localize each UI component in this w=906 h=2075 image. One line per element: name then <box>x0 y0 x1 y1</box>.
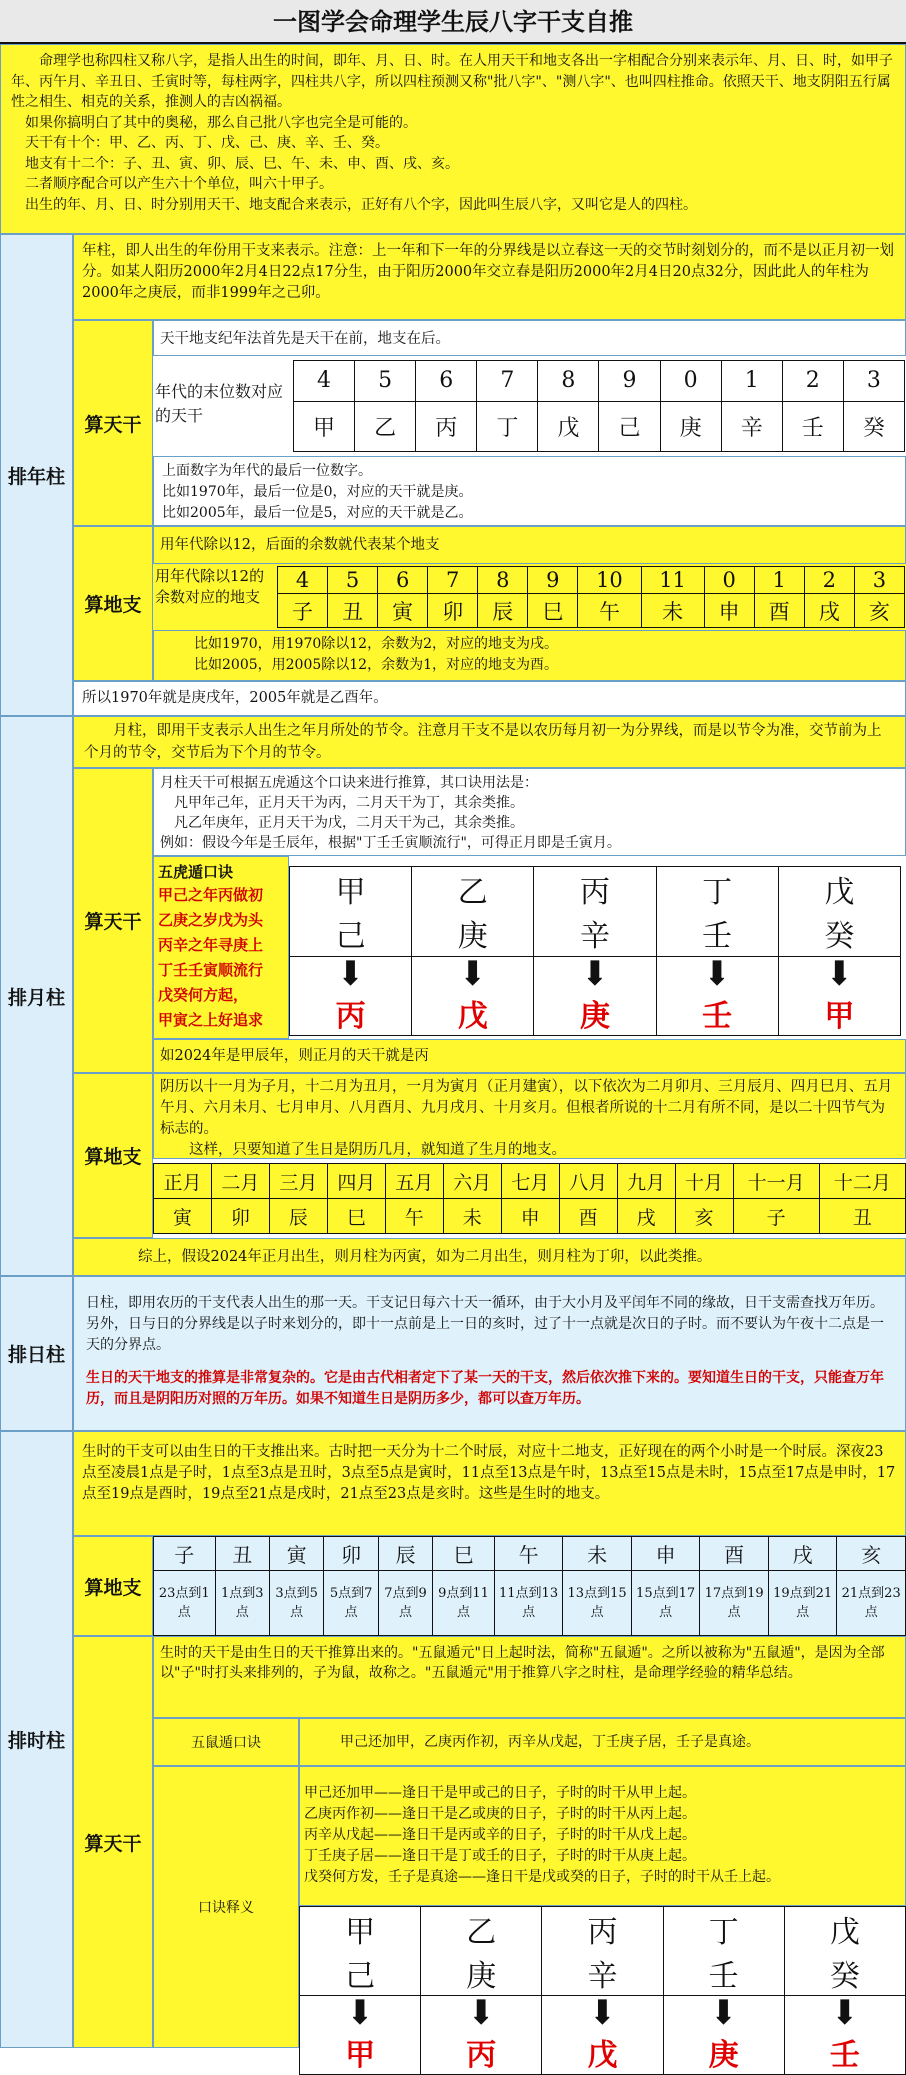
year-tg-digit-cell: 0 <box>660 361 721 402</box>
year-tg-table <box>293 360 905 452</box>
month-dz-text-line: 这样，只要知道了生日是阴历几月，就知道了生月的地支。 <box>160 1142 566 1158</box>
hour-branch-cell: 未 <box>563 1537 632 1571</box>
month-name-row <box>154 1164 906 1199</box>
hour-pillar-label-text: 排时柱 <box>7 1730 65 1752</box>
year-dz-branch-cell: 巳 <box>528 594 578 628</box>
month-tg-text <box>153 768 906 856</box>
hour-time-cell: 13点到15点 <box>563 1571 632 1636</box>
hour-branch-cell: 卯 <box>324 1537 378 1571</box>
month-branch-cell: 卯 <box>211 1199 269 1234</box>
month-tg-label: 算天干 <box>73 768 153 1073</box>
hour-branch-cell: 酉 <box>700 1537 769 1571</box>
month-branch-cell: 申 <box>501 1199 559 1234</box>
year-tg-digit-cell: 3 <box>843 361 904 402</box>
month-poem-line: 丁壬壬寅顺流行 <box>158 961 264 979</box>
month-poem-box <box>153 856 289 1039</box>
hour-shiyi-line: 丙辛从戊起——逢日干是丙或辛的日子，子时的时干从戊上起。 <box>304 1827 696 1843</box>
hour-tg-stem-cell: 丙 <box>542 1907 663 1952</box>
month-branch-cell: 酉 <box>559 1199 617 1234</box>
month-tg-result-cell: 甲 <box>778 991 900 1036</box>
year-tg-after <box>153 456 906 526</box>
year-tg-digit-cell: 9 <box>599 361 660 402</box>
year-tg-digit-cell: 1 <box>721 361 782 402</box>
hour-tg-stem-cell: 己 <box>300 1951 421 1996</box>
year-tg-stem-cell: 戊 <box>538 401 599 451</box>
day-pillar-label-text: 排日柱 <box>7 1344 65 1366</box>
down-arrow-icon: ⬇ <box>290 956 412 991</box>
hour-tg-stem-cell: 戊 <box>784 1907 905 1952</box>
year-dz-branch-row <box>278 594 905 628</box>
hour-tg-stem-cell: 庚 <box>421 1951 542 1996</box>
month-poem-line: 甲寅之上好追求 <box>158 1011 264 1029</box>
intro-paragraph: 如果你搞明白了其中的奥秘，那么自己批八字也完全是可能的。 <box>11 114 417 131</box>
year-pillar-label <box>0 234 73 716</box>
month-tg-stem-cell: 辛 <box>534 911 656 956</box>
month-tg-stem-cell: 丁 <box>656 867 778 912</box>
year-dz-num-cell: 10 <box>578 567 641 594</box>
year-conclusion: 所以1970年就是庚戌年，2005年就是乙酉年。 <box>73 681 906 716</box>
month-name-cell: 十二月 <box>819 1164 905 1199</box>
hour-koujue-label: 五鼠遁口诀 <box>153 1718 299 1766</box>
intro-paragraph: 命理学也称四柱又称八字，是指人出生的时间，即年、月、日、时。在人用天干和地支各出一字相配合分别来表示年、月、日、时，如甲子年、丙午月、辛丑日、壬寅时等，每柱两字，四柱共八字，所以四柱预测又称"批八字"、"测八字"、也叫四柱推命。依照天干、地支阴阳五行属性之相生、相克的关系，推测人的吉凶祸福。 <box>11 53 893 110</box>
hour-shiyi-label: 口诀释义 <box>153 1766 299 2048</box>
hour-time-cell: 9点到11点 <box>433 1571 495 1636</box>
hour-tg-table <box>299 1906 906 2075</box>
down-arrow-icon: ⬇ <box>534 956 656 991</box>
month-tg-text-line: 例如：假设今年是壬辰年，根据"丁壬壬寅顺流行"，可得正月即是壬寅月。 <box>160 835 621 851</box>
hour-time-cell: 1点到3点 <box>215 1571 269 1636</box>
month-tg-stem-cell: 乙 <box>412 867 534 912</box>
month-name-cell: 二月 <box>211 1164 269 1199</box>
intro-paragraph: 二者顺序配合可以产生六十个单位，叫六十甲子。 <box>11 176 333 192</box>
hour-tg-result-cell: 庚 <box>663 2030 784 2075</box>
hour-tg-row2 <box>300 1951 906 1996</box>
year-dz-table-wrap <box>153 564 906 630</box>
month-tg-stem-cell: 甲 <box>290 867 412 912</box>
month-branch-cell: 辰 <box>269 1199 327 1234</box>
month-name-cell: 三月 <box>269 1164 327 1199</box>
month-name-cell: 十月 <box>675 1164 733 1199</box>
year-tg-note: 天干地支纪年法首先是天干在前，地支在后。 <box>153 320 906 356</box>
month-tg-result-cell: 庚 <box>534 991 656 1036</box>
month-tg-stem-cell: 己 <box>290 911 412 956</box>
hour-branch-cell: 巳 <box>433 1537 495 1571</box>
month-name-cell: 七月 <box>501 1164 559 1199</box>
month-tg-stem-cell: 丙 <box>534 867 656 912</box>
year-dz-num-cell: 4 <box>278 567 328 594</box>
year-dz-num-cell: 11 <box>641 567 704 594</box>
year-dz-branch-cell: 申 <box>704 594 754 628</box>
hour-tg-arrow-row <box>300 1996 906 2031</box>
year-tg-stem-cell: 丙 <box>416 401 477 451</box>
month-example: 如2024年是甲辰年，则正月的天干就是丙 <box>153 1039 906 1073</box>
year-tg-stem-cell: 庚 <box>660 401 721 451</box>
hour-time-cell: 21点到23点 <box>837 1571 906 1636</box>
year-dz-branch-cell: 卯 <box>428 594 478 628</box>
hour-koujue: 甲己还加甲，乙庚丙作初，丙辛从戊起，丁壬庚子居，壬子是真途。 <box>299 1718 906 1766</box>
month-tg-text-line: 凡甲年己年，正月天干为丙，二月天干为丁，其余类推。 <box>160 795 524 811</box>
month-tg-stem-cell: 戊 <box>778 867 900 912</box>
year-dz-branch-cell: 辰 <box>478 594 528 628</box>
hour-tg-row1 <box>300 1907 906 1952</box>
hour-tg-result-row <box>300 2030 906 2075</box>
month-dz-label: 算地支 <box>73 1073 153 1238</box>
month-tg-text-line: 月柱天干可根据五虎遁这个口诀来进行推算，其口诀用法是： <box>160 775 538 791</box>
month-branch-cell: 亥 <box>675 1199 733 1234</box>
year-tg-label: 算天干 <box>73 320 153 526</box>
hour-shiyi <box>299 1766 906 1906</box>
year-pillar-label-text: 排年柱 <box>7 465 65 488</box>
month-desc: 月柱，即用干支表示人出生之年月所处的节令。注意月干支不是以农历每月初一为分界线，而是以节令为准，交节前为上个月的节令，交节后为下个月的节令。 <box>73 716 906 768</box>
intro-section <box>0 44 906 234</box>
month-branch-cell: 子 <box>733 1199 819 1234</box>
month-tg-stem-cell: 癸 <box>778 911 900 956</box>
hour-shiyi-line: 乙庚丙作初——逢日干是乙或庚的日子，子时的时干从丙上起。 <box>304 1806 696 1822</box>
page-title: 一图学会命理学生辰八字干支自推 <box>0 0 906 44</box>
down-arrow-icon: ⬇ <box>656 956 778 991</box>
month-branch-cell: 未 <box>443 1199 501 1234</box>
hour-branch-cell: 辰 <box>378 1537 432 1571</box>
hour-branch-cell: 寅 <box>269 1537 323 1571</box>
year-tg-digit-cell: 7 <box>477 361 538 402</box>
year-tg-table-wrap <box>153 356 906 456</box>
year-dz-num-cell: 5 <box>328 567 378 594</box>
hour-tg-text: 生时的天干是由生日的天干推算出来的。"五鼠遁元"日上起时法，简称"五鼠遁"。之所以被称为"五鼠遁"，是因为全部以"子"时打头来排列的，子为鼠，故称之。"五鼠遁元"用于推算八字之时柱，是命理学经验的精华总结。 <box>153 1636 906 1718</box>
month-tg-stem-cell: 庚 <box>412 911 534 956</box>
hour-dz-label: 算地支 <box>73 1536 153 1636</box>
year-dz-note: 用年代除以12，后面的余数就代表某个地支 <box>153 526 906 564</box>
down-arrow-icon: ⬇ <box>300 1996 421 2031</box>
month-poem-line: 甲己之年丙做初 <box>158 886 264 904</box>
month-dz-text-line: 阴历以十一月为子月，十二月为丑月，一月为寅月（正月建寅），以下依次为二月卯月、三月辰月、四月巳月、五月午月、六月未月、七月申月、八月酉月、九月戌月、十月亥月。但根者所说的十二月有所不同，是以二十四节气为标志的。 <box>160 1079 893 1137</box>
hour-tg-stem-cell: 乙 <box>421 1907 542 1952</box>
year-dz-num-row <box>278 567 905 594</box>
month-pillar-label-text: 排月柱 <box>7 986 65 1009</box>
year-tg-stem-cell: 癸 <box>843 401 904 451</box>
month-tg-row1 <box>290 867 901 912</box>
year-dz-after-line: 比如2005，用2005除以12，余数为1，对应的地支为酉。 <box>194 657 558 673</box>
month-name-cell: 正月 <box>154 1164 212 1199</box>
year-tg-after-line: 比如2005年，最后一位是5，对应的天干就是乙。 <box>162 505 473 521</box>
year-dz-after-line: 比如1970，用1970除以12，余数为2，对应的地支为戌。 <box>194 636 558 652</box>
intro-paragraph: 出生的年、月、日、时分别用天干、地支配合来表示，正好有八个字，因此叫生辰八字，又叫它是人的四柱。 <box>11 196 697 213</box>
month-pillar-label <box>0 716 73 1276</box>
month-tg-stem-cell: 壬 <box>656 911 778 956</box>
hour-tg-result-cell: 甲 <box>300 2030 421 2075</box>
hour-shiyi-line: 丁壬庚子居——逢日干是丁或壬的日子，子时的时干从庚上起。 <box>304 1848 696 1864</box>
month-name-cell: 九月 <box>617 1164 675 1199</box>
year-tg-digit-cell: 8 <box>538 361 599 402</box>
year-dz-num-cell: 8 <box>478 567 528 594</box>
year-desc: 年柱，即人出生的年份用干支来表示。注意：上一年和下一年的分界线是以立春这一天的交节时刻划分的，而不是以正月初一划分。如某人阳历2000年2月4日22点17分生，由于阳历2000年交立春是阳历2000年2月4日20点32分，因此此人的年柱为2000年之庚辰，而非1999年之己卯。 <box>73 234 906 320</box>
year-dz-branch-cell: 戌 <box>804 594 854 628</box>
intro-paragraph: 地支有十二个：子、丑、寅、卯、辰、巳、午、未、申、酉、戌、亥。 <box>11 155 459 172</box>
year-dz-branch-cell: 子 <box>278 594 328 628</box>
hour-time-cell: 5点到7点 <box>324 1571 378 1636</box>
year-dz-num-cell: 9 <box>528 567 578 594</box>
day-box <box>73 1276 906 1431</box>
year-dz-branch-cell: 午 <box>578 594 641 628</box>
day-desc: 日柱，即用农历的干支代表人出生的那一天。干支记日每六十天一循环，由于大小月及平闰年不同的缘故，日干支需查找万年历。另外，日与日的分界线是以子时来划分的，即十一点前是上一日的亥时，过了十一点就是次日的子时。而不要认为午夜十二点是一天的分界点。 <box>86 1295 884 1353</box>
year-tg-stem-cell: 辛 <box>721 401 782 451</box>
month-name-cell: 五月 <box>385 1164 443 1199</box>
hour-branch-cell: 午 <box>494 1537 563 1571</box>
month-tg-arrow-row <box>290 956 901 991</box>
year-dz-after <box>153 630 906 681</box>
year-dz-label: 算地支 <box>73 526 153 681</box>
month-tg-result-cell: 戊 <box>412 991 534 1036</box>
year-tg-stem-cell: 甲 <box>294 401 355 451</box>
month-tg-table <box>289 866 901 1036</box>
month-poem-line: 戊癸何方起， <box>158 986 249 1004</box>
year-tg-digit-cell: 6 <box>416 361 477 402</box>
hour-dz-table <box>153 1536 906 1636</box>
year-dz-num-cell: 0 <box>704 567 754 594</box>
hour-time-row <box>154 1571 906 1636</box>
month-branch-row <box>154 1199 906 1234</box>
hour-tg-stem-cell: 丁 <box>663 1907 784 1952</box>
hour-tg-result-cell: 壬 <box>784 2030 905 2075</box>
month-tg-result-cell: 丙 <box>290 991 412 1036</box>
hour-desc: 生时的干支可以由生日的干支推出来。古时把一天分为十二个时辰，对应十二地支，正好现在的两个小时是一个时辰。深夜23点至凌晨1点是子时，1点至3点是丑时，3点至5点是寅时，11点至13点是午时，13点至15点是未时，15点至17点是申时，17点至19点是酉时，19点至21点是戌时，21点至23点是亥时。这些是生时的地支。 <box>73 1431 906 1536</box>
hour-time-cell: 11点到13点 <box>494 1571 563 1636</box>
hour-shiyi-line: 戊癸何方发，壬子是真途——逢日干是戊或癸的日子，子时的时干从壬上起。 <box>304 1869 780 1885</box>
year-tg-stem-row <box>294 401 905 451</box>
year-tg-row-label: 年代的末位数对应的天干 <box>155 382 284 425</box>
down-arrow-icon: ⬇ <box>412 956 534 991</box>
month-branch-cell: 午 <box>385 1199 443 1234</box>
hour-branch-cell: 戌 <box>768 1537 837 1571</box>
down-arrow-icon: ⬇ <box>542 1996 663 2031</box>
month-tg-text-line: 凡乙年庚年，正月天干为戊，二月天干为己，其余类推。 <box>160 815 524 831</box>
hour-tg-label: 算天干 <box>73 1636 153 2048</box>
year-dz-table <box>277 566 905 628</box>
year-dz-num-cell: 2 <box>804 567 854 594</box>
month-tg-result-cell: 壬 <box>656 991 778 1036</box>
year-dz-num-cell: 7 <box>428 567 478 594</box>
month-tg-row2 <box>290 911 901 956</box>
year-dz-num-cell: 3 <box>854 567 904 594</box>
month-branch-cell: 丑 <box>819 1199 905 1234</box>
month-dz-text <box>153 1073 906 1159</box>
intro-paragraph: 天干有十个：甲、乙、丙、丁、戊、己、庚、辛、壬、癸。 <box>11 135 389 151</box>
month-name-cell: 八月 <box>559 1164 617 1199</box>
down-arrow-icon: ⬇ <box>421 1996 542 2031</box>
month-poem-line: 乙庚之岁戊为头 <box>158 911 264 929</box>
hour-time-cell: 19点到21点 <box>768 1571 837 1636</box>
month-tg-result-row <box>290 991 901 1036</box>
hour-tg-stem-cell: 甲 <box>300 1907 421 1952</box>
hour-tg-stem-cell: 壬 <box>663 1951 784 1996</box>
hour-tg-stem-cell: 辛 <box>542 1951 663 1996</box>
year-dz-branch-cell: 丑 <box>328 594 378 628</box>
year-tg-digit-cell: 2 <box>782 361 843 402</box>
hour-branch-cell: 丑 <box>215 1537 269 1571</box>
month-name-cell: 六月 <box>443 1164 501 1199</box>
hour-time-cell: 3点到5点 <box>269 1571 323 1636</box>
year-tg-stem-cell: 丁 <box>477 401 538 451</box>
year-tg-stem-cell: 乙 <box>355 401 416 451</box>
hour-branch-cell: 申 <box>631 1537 700 1571</box>
down-arrow-icon: ⬇ <box>778 956 900 991</box>
hour-tg-result-cell: 丙 <box>421 2030 542 2075</box>
down-arrow-icon: ⬇ <box>663 1996 784 2031</box>
year-dz-num-cell: 1 <box>754 567 804 594</box>
month-name-cell: 四月 <box>327 1164 385 1199</box>
month-branch-cell: 戌 <box>617 1199 675 1234</box>
month-name-cell: 十一月 <box>733 1164 819 1199</box>
month-poem-title: 五虎遁口诀 <box>158 863 234 881</box>
month-poem <box>158 883 284 1033</box>
day-pillar-label <box>0 1276 73 1431</box>
month-branch-cell: 巳 <box>327 1199 385 1234</box>
year-tg-digit-cell: 5 <box>355 361 416 402</box>
hour-pillar-label <box>0 1431 73 2048</box>
hour-time-cell: 15点到17点 <box>631 1571 700 1636</box>
hour-branch-cell: 亥 <box>837 1537 906 1571</box>
year-tg-after-line: 比如1970年，最后一位是0，对应的天干就是庚。 <box>162 484 473 500</box>
hour-time-cell: 17点到19点 <box>700 1571 769 1636</box>
year-tg-digit-cell: 4 <box>294 361 355 402</box>
year-tg-digit-row <box>294 361 905 402</box>
year-dz-branch-cell: 寅 <box>378 594 428 628</box>
year-tg-stem-cell: 己 <box>599 401 660 451</box>
hour-branch-cell: 子 <box>154 1537 216 1571</box>
hour-time-cell: 23点到1点 <box>154 1571 216 1636</box>
hour-time-cell: 7点到9点 <box>378 1571 432 1636</box>
hour-tg-result-cell: 戊 <box>542 2030 663 2075</box>
day-red-note: 生日的天干地支的推算是非常复杂的。它是由古代相者定下了某一天的干支，然后依次推下来的。要知道生日的干支，只能查万年历，而且是阴阳历对照的万年历。如果不知道生日是阴历多少，都可以查万年历。 <box>86 1370 884 1407</box>
hour-shiyi-line: 甲己还加甲——逢日干是甲或己的日子，子时的时干从甲上起。 <box>304 1785 696 1801</box>
hour-branch-row <box>154 1537 906 1571</box>
year-dz-branch-cell: 亥 <box>854 594 904 628</box>
year-dz-branch-cell: 未 <box>641 594 704 628</box>
year-dz-num-cell: 6 <box>378 567 428 594</box>
hour-tg-stem-cell: 癸 <box>784 1951 905 1996</box>
year-dz-branch-cell: 酉 <box>754 594 804 628</box>
month-poem-line: 丙辛之年寻庚上 <box>158 936 264 954</box>
month-conclusion: 综上，假设2024年正月出生，则月柱为丙寅，如为二月出生，则月柱为丁卯，以此类推。 <box>73 1238 906 1276</box>
down-arrow-icon: ⬇ <box>784 1996 905 2031</box>
month-branch-cell: 寅 <box>154 1199 212 1234</box>
month-dz-table <box>153 1163 906 1234</box>
year-tg-after-line: 上面数字为年代的最后一位数字。 <box>162 463 372 479</box>
year-tg-stem-cell: 壬 <box>782 401 843 451</box>
year-dz-row-label: 用年代除以12的余数对应的地支 <box>155 567 265 606</box>
